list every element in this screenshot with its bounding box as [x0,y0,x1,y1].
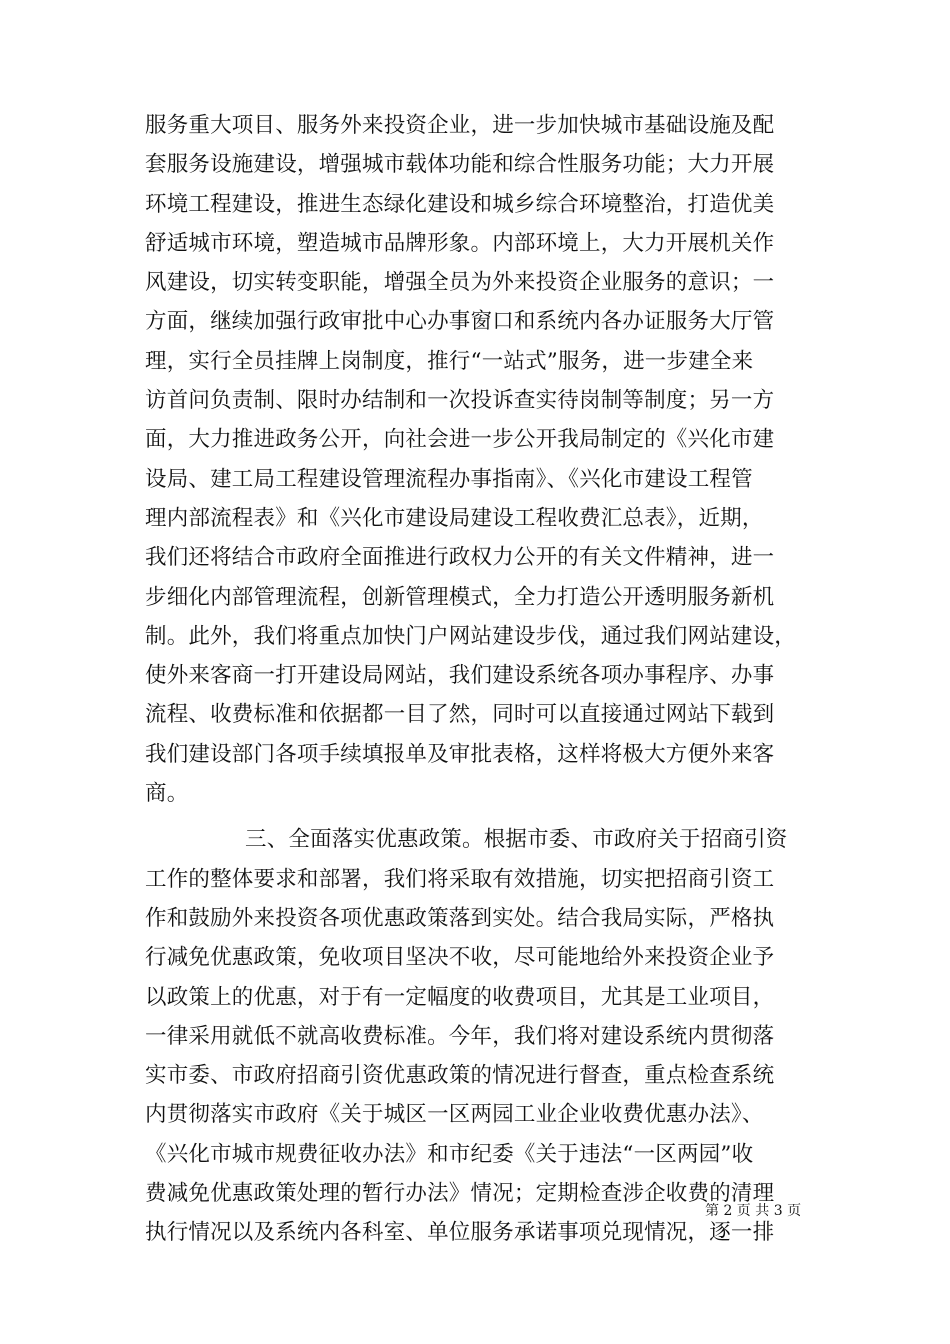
text-line: 实市委、市政府招商引资优惠政策的情况进行督查，重点检查系统 [145,1063,775,1089]
text-line: 执行情况以及系统内各科室、单位服务承诺事项兑现情况，逐一排 [145,1220,775,1246]
text-line: 面，大力推进政务公开，向社会进一步公开我局制定的《兴化市建 [145,427,775,453]
text-line: 工作的整体要求和部署，我们将采取有效措施，切实把招商引资工 [145,866,775,892]
text-line: 我们还将结合市政府全面推进行政权力公开的有关文件精神，进一 [145,545,775,571]
text-line: 环境工程建设，推进生态绿化建设和城乡综合环境整治，打造优美 [145,191,775,217]
text-line: 套服务设施建设，增强城市载体功能和综合性服务功能；大力开展 [145,152,775,178]
text-line: 《兴化市城市规费征收办法》和市纪委《关于违法“一区两园”收 [145,1141,754,1167]
text-line: 设局、建工局工程建设管理流程办事指南》、《兴化市建设工程管 [145,466,753,492]
text-line: 访首问负责制、限时办结制和一次投诉查实待岗制等制度；另一方 [145,388,775,414]
text-line: 行减免优惠政策，免收项目坚决不收，尽可能地给外来投资企业予 [145,945,775,971]
paragraph-spacer [145,813,825,820]
text-line: 使外来客商一打开建设局网站，我们建设系统各项办事程序、办事 [145,663,775,689]
page-number-footer: 第 2 页 共 3 页 [705,1203,802,1219]
text-line: 步细化内部管理流程，创新管理模式，全力打造公开透明服务新机 [145,584,775,610]
text-line-first-indented: 三、全面落实优惠政策。根据市委、市政府关于招商引资 [245,827,788,853]
text-line: 以政策上的优惠，对于有一定幅度的收费项目，尤其是工业项目， [145,984,775,1010]
text-line: 风建设，切实转变职能，增强全员为外来投资企业服务的意识；一 [145,270,775,296]
paragraph-2 [145,820,825,1252]
text-line: 制。此外，我们将重点加快门户网站建设步伐，通过我们网站建设， [145,623,797,649]
paragraph-1 [145,106,825,813]
text-line: 我们建设部门各项手续填报单及审批表格，这样将极大方便外来客 [145,741,775,767]
text-line: 方面，继续加强行政审批中心办事窗口和系统内各办证服务大厅管 [145,309,775,335]
text-line: 流程、收费标准和依据都一目了然，同时可以直接通过网站下载到 [145,702,775,728]
text-line: 一律采用就低不就高收费标准。今年，我们将对建设系统内贯彻落 [145,1023,775,1049]
text-line: 理内部流程表》和《兴化市建设局建设工程收费汇总表》，近期， [145,505,764,531]
text-line: 商。 [145,781,189,807]
text-line: 服务重大项目、服务外来投资企业，进一步加快城市基础设施及配 [145,113,775,138]
body-text [145,106,825,1253]
text-line: 内贯彻落实市政府《关于城区一区两园工业企业收费优惠办法》、 [145,1102,764,1128]
text-line: 舒适城市环境，塑造城市品牌形象。内部环境上，大力开展机关作 [145,230,775,256]
text-line: 理，实行全员挂牌上岗制度，推行“一站式”服务，进一步建全来 [145,348,754,374]
text-line: 费减免优惠政策处理的暂行办法》情况；定期检查涉企收费的清理 [145,1181,775,1207]
text-line: 作和鼓励外来投资各项优惠政策落到实处。结合我局实际，严格执 [145,905,775,931]
